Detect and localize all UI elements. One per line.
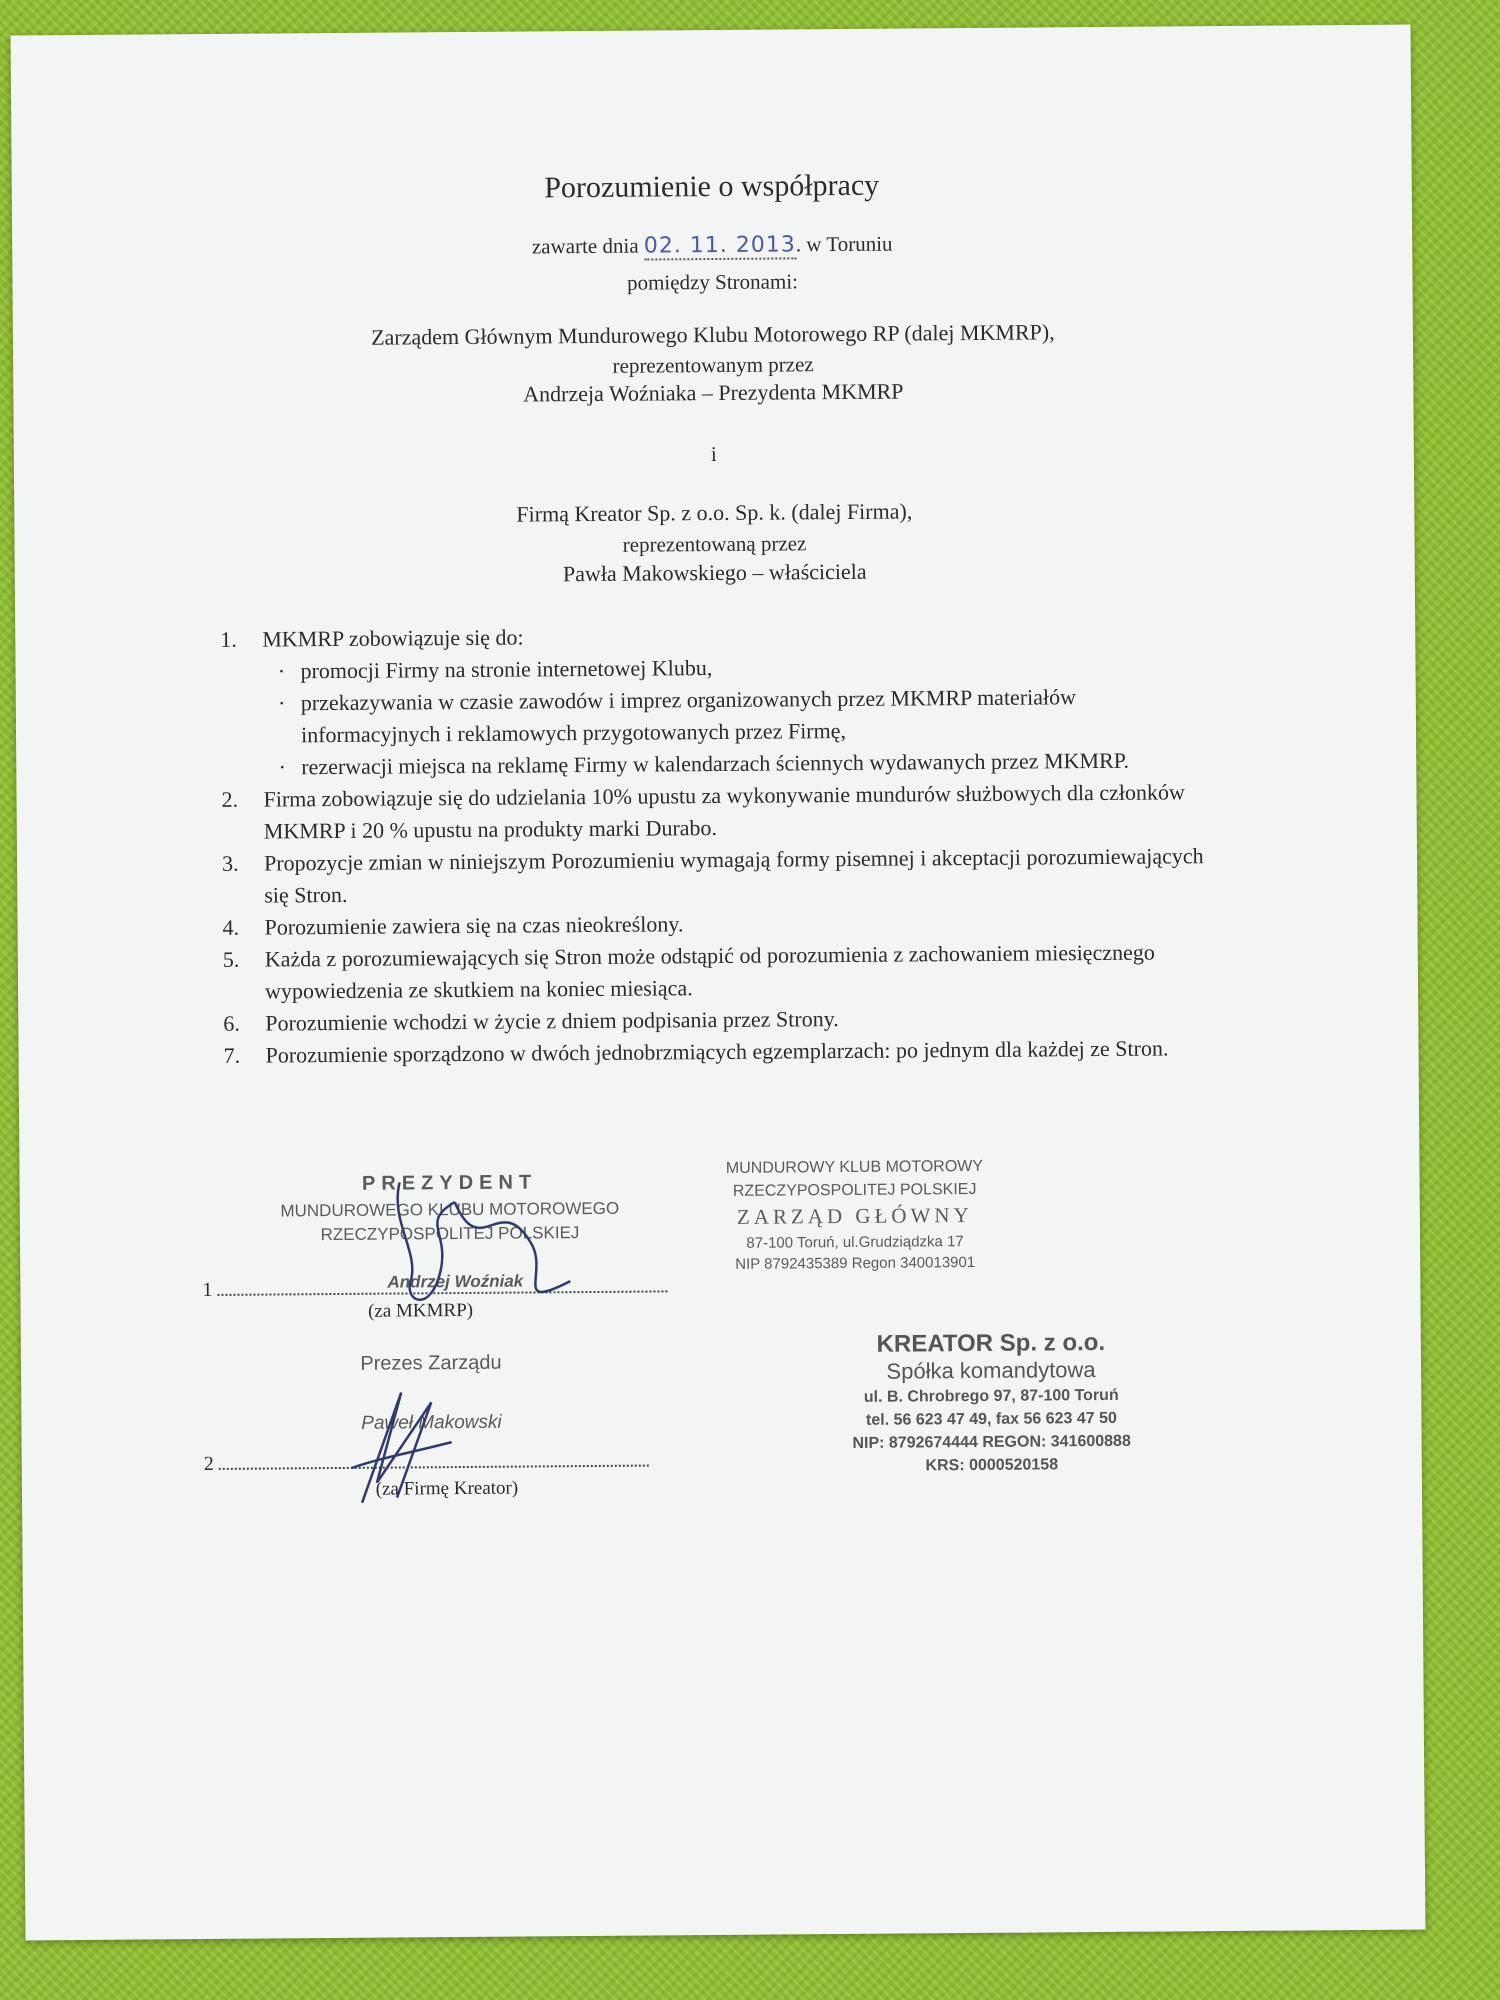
signature-scribble-president bbox=[359, 1161, 600, 1323]
party2-line3: Pawła Makowskiego – właściciela bbox=[562, 558, 867, 587]
stamp-president-title: PREZYDENT bbox=[361, 1171, 538, 1195]
date-suffix: . w Toruniu bbox=[795, 231, 893, 257]
point-item: 7. Porozumienie sporządzono w dwóch jednobrzmiących egzemplarzach: po jednym dla każdej ze Stron. bbox=[223, 1035, 1169, 1068]
document-title: Porozumienie o współpracy bbox=[544, 168, 880, 205]
stamp-president-org: MUNDUROWEGO KLUBU MOTOROWEGO bbox=[280, 1198, 620, 1221]
stamp-club-line1: MUNDUROWY KLUB MOTOROWY bbox=[725, 1157, 984, 1177]
stamp-prezes-title: Prezes Zarządu bbox=[360, 1351, 502, 1375]
party1-line3: Andrzeja Woźniaka – Prezydenta MKMRP bbox=[523, 378, 904, 407]
signature-number-1: 1 bbox=[202, 1278, 213, 1302]
stamp-kreator-phone: tel. 56 623 47 49, fax 56 623 47 50 bbox=[865, 1409, 1117, 1429]
party2-line2: reprezentowaną przez bbox=[622, 531, 807, 557]
signature-caption-2: (za Firmę Kreator) bbox=[375, 1477, 519, 1500]
date-prefix: zawarte dnia bbox=[531, 233, 644, 259]
document-page bbox=[11, 25, 1426, 1941]
stamp-president-name: Andrzej Woźniak bbox=[387, 1271, 524, 1292]
party1-line1: Zarządem Głównym Mundurowego Klubu Motorowego RP (dalej MKMRP), bbox=[371, 319, 1055, 350]
party2-line1: Firmą Kreator Sp. z o.o. Sp. k. (dalej Firma), bbox=[516, 498, 913, 527]
conjunction: i bbox=[710, 441, 717, 467]
point-item: 4. Porozumienie zawiera się na czas nieokreślony. bbox=[222, 911, 684, 940]
stamp-club-line3: ZARZĄD GŁÓWNY bbox=[736, 1203, 973, 1229]
point-item: 2. Firma zobowiązuje się do udzielania 10% upustu za wykonywanie mundurów służbowych dla członków MKMRP i 20 % upustu na produkty marki Durabo. bbox=[221, 779, 1185, 844]
agreement-points bbox=[220, 616, 1253, 1072]
signature-caption-1: (za MKMRP) bbox=[367, 1299, 474, 1322]
between-parties: pomiędzy Stronami: bbox=[626, 269, 799, 295]
stamp-club-nip: NIP 8792435389 Regon 340013901 bbox=[735, 1253, 976, 1273]
stamp-kreator-name: KREATOR Sp. z o.o. bbox=[876, 1328, 1106, 1358]
signature-number-2: 2 bbox=[203, 1452, 214, 1476]
stamp-president-country: RZECZYPOSPOLITEJ POLSKIEJ bbox=[320, 1223, 580, 1245]
signature-scribble-kreator bbox=[341, 1372, 472, 1513]
stamp-club-address: 87-100 Toruń, ul.Grudziądzka 17 bbox=[746, 1233, 964, 1252]
date-line bbox=[12, 228, 1412, 264]
stamp-kreator-type: Spółka komandytowa bbox=[886, 1357, 1096, 1384]
stamp-club-line2: RZECZYPOSPOLITEJ POLSKIEJ bbox=[732, 1180, 977, 1200]
party1-line2: reprezentowanym przez bbox=[612, 352, 814, 378]
bullet-item: · promocji Firmy na stronie internetowej Klubu, bbox=[277, 655, 713, 684]
point-item: 3. Propozycje zmian w niniejszym Porozumieniu wymagają formy pisemnej i akceptacji porozumiewających się Stron. bbox=[221, 843, 1204, 908]
point-item: 1. MKMRP zobowiązuje się do: bbox=[220, 624, 524, 652]
stamp-kreator-krs: KRS: 0000520158 bbox=[925, 1456, 1059, 1475]
handwritten-date: 02. 11. 2013 bbox=[643, 232, 796, 259]
stamp-kreator-nip: NIP: 8792674444 REGON: 341600888 bbox=[852, 1432, 1131, 1452]
stamp-prezes-name: Paweł Makowski bbox=[361, 1411, 502, 1434]
stamp-kreator-address: ul. B. Chrobrego 97, 87-100 Toruń bbox=[863, 1386, 1119, 1406]
point-item: 5. Każda z porozumiewających się Stron może odstąpić od porozumienia z zachowaniem miesięcznego wypowiedzenia ze skutkiem na koniec miesiąca. bbox=[222, 939, 1155, 1004]
point-item: 6. Porozumienie wchodzi w życie z dniem podpisania przez Strony. bbox=[223, 1006, 839, 1036]
bullet-item: · rezerwacji miejsca na reklamę Firmy w kalendarzach ściennych wydawanych przez MKMRP. bbox=[278, 747, 1130, 780]
bullet-item: · przekazywania w czasie zawodów i imprez organizowanych przez MKMRP materiałów informacyjnych i reklamowych przygotowanych przez Firmę, bbox=[278, 684, 1077, 748]
